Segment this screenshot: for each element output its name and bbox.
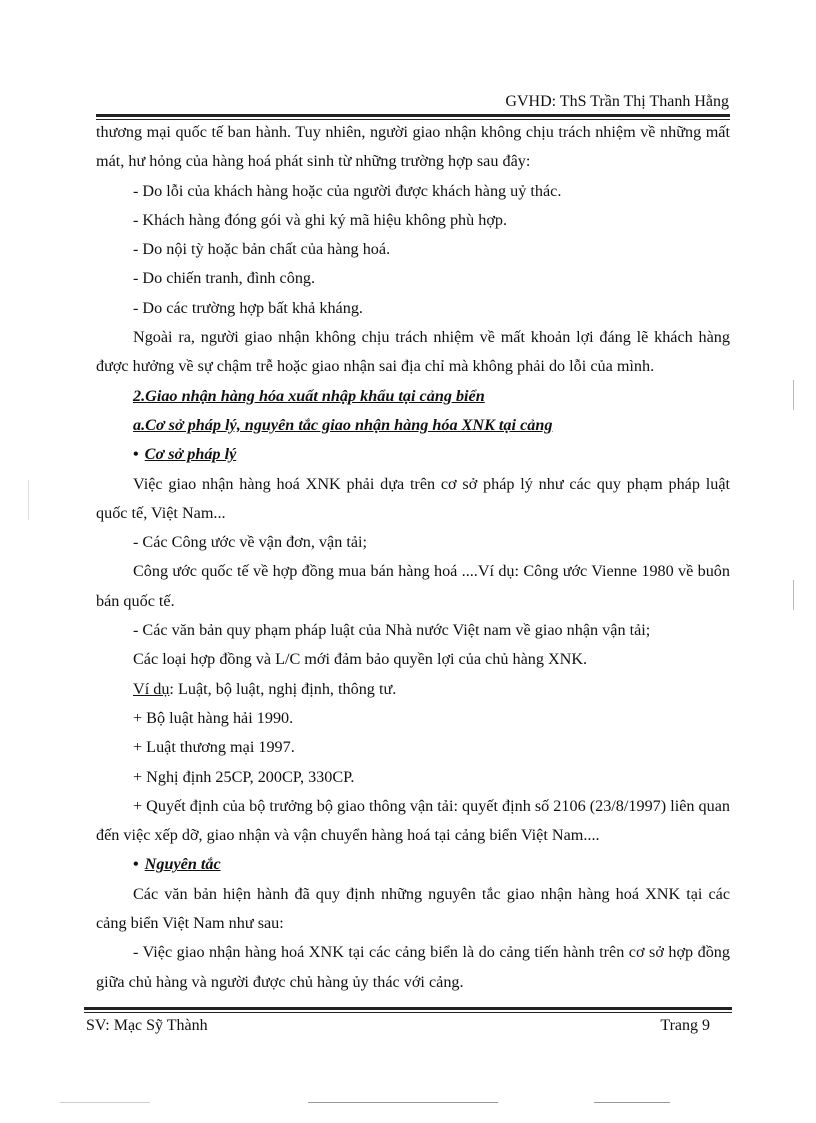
subsection-heading xyxy=(96,411,730,440)
paragraph: Ngoài ra, người giao nhận không chịu trách nhiệm về mất khoản lợi đáng lẽ khách hàng được hưởng về sự chậm trễ hoặc giao nhận sai địa chỉ mà không phải do lỗi của mình. xyxy=(96,328,730,376)
page-number: Trang 9 xyxy=(660,1017,710,1034)
list-item: + Luật thương mại 1997. xyxy=(133,738,295,757)
scan-edge-mark xyxy=(28,480,29,520)
list-item: - Khách hàng đóng gói và ghi ký mã hiệu không phù hợp. xyxy=(133,210,508,229)
list-item: - Các Công ước về vận đơn, vận tải; xyxy=(133,533,368,552)
section-heading-text: 2.Giao nhận hàng hóa xuất nhập khẩu tại cảng biển xyxy=(133,386,485,405)
list-item: - Do các trường hợp bất khả kháng. xyxy=(133,298,363,317)
list-item: - Do nội tỳ hoặc bản chất của hàng hoá. xyxy=(133,240,391,259)
footer-student: SV: Mạc Sỹ Thành xyxy=(86,1017,208,1034)
list-item: - Việc giao nhận hàng hoá XNK tại các cảng biển là do cảng tiến hành trên cơ sở hợp đồng giữa chủ hàng và người được chủ hàng ủy thác với cảng. xyxy=(96,943,730,991)
footer-rule-thin xyxy=(84,1012,732,1013)
paragraph: Việc giao nhận hàng hoá XNK phải dựa trên cơ sở pháp lý như các quy phạm pháp luật quốc tế, Việt Nam... xyxy=(96,474,730,522)
paragraph: Các văn bản hiện hành đã quy định những nguyên tắc giao nhận hàng hoá XNK tại các cảng biển Việt Nam như sau: xyxy=(96,884,730,933)
list-item: + Quyết định của bộ trưởng bộ giao thông vận tải: quyết định số 2106 (23/8/1997) liên quan đến việc xếp dỡ, giao nhận và vận chuyển hàng hoá tại cảng biển Việt Nam.... xyxy=(96,796,730,845)
paragraph: Công ước quốc tế về hợp đồng mua bán hàng hoá ....Ví dụ: Công ước Vienne 1980 về buôn bán quốc tế. xyxy=(96,562,730,610)
bullet-heading-text: Nguyên tắc xyxy=(144,855,221,874)
scan-edge-mark xyxy=(793,380,794,410)
page-body xyxy=(96,118,730,997)
list-item: - Do chiến tranh, đình công. xyxy=(133,269,316,288)
paragraph: Các loại hợp đồng và L/C mới đảm bảo quyền lợi của chủ hàng XNK. xyxy=(133,650,588,669)
subsection-heading-text: a.Cơ sở pháp lý, nguyên tắc giao nhận hàng hóa XNK tại cảng xyxy=(133,415,553,434)
scan-mark xyxy=(60,1102,150,1103)
advisor-name: GVHD: ThS Trần Thị Thanh Hằng xyxy=(505,93,729,110)
bullet-heading-principles xyxy=(96,850,730,879)
bullet-icon: • xyxy=(133,445,139,464)
footer-rule-thick xyxy=(84,1007,732,1010)
paragraph-continuation: thương mại quốc tế ban hành. Tuy nhiên, người giao nhận không chịu trách nhiệm về những mất mát, hư hỏng của hàng hoá phát sinh từ những trường hợp sau đây: xyxy=(96,123,730,171)
page-header xyxy=(96,92,729,112)
example-label: Ví dụ xyxy=(133,679,170,698)
list-item: - Do lỗi của khách hàng hoặc của người được khách hàng uỷ thác. xyxy=(133,181,562,200)
example-line xyxy=(96,675,730,704)
example-text: : Luật, bộ luật, nghị định, thông tư. xyxy=(169,679,397,698)
list-item: + Bộ luật hàng hải 1990. xyxy=(133,708,294,727)
bullet-heading-legal-basis xyxy=(96,440,730,469)
bullet-icon: • xyxy=(133,855,139,874)
list-item: + Nghị định 25CP, 200CP, 330CP. xyxy=(133,767,355,786)
section-heading xyxy=(96,382,730,411)
scan-mark xyxy=(308,1102,498,1103)
bullet-heading-text: Cơ sở pháp lý xyxy=(144,445,237,464)
header-rule-thick xyxy=(96,114,730,117)
list-item: - Các văn bản quy phạm pháp luật của Nhà nước Việt nam về giao nhận vận tải; xyxy=(133,621,651,640)
scan-edge-mark xyxy=(793,580,794,610)
scan-mark xyxy=(594,1102,670,1103)
